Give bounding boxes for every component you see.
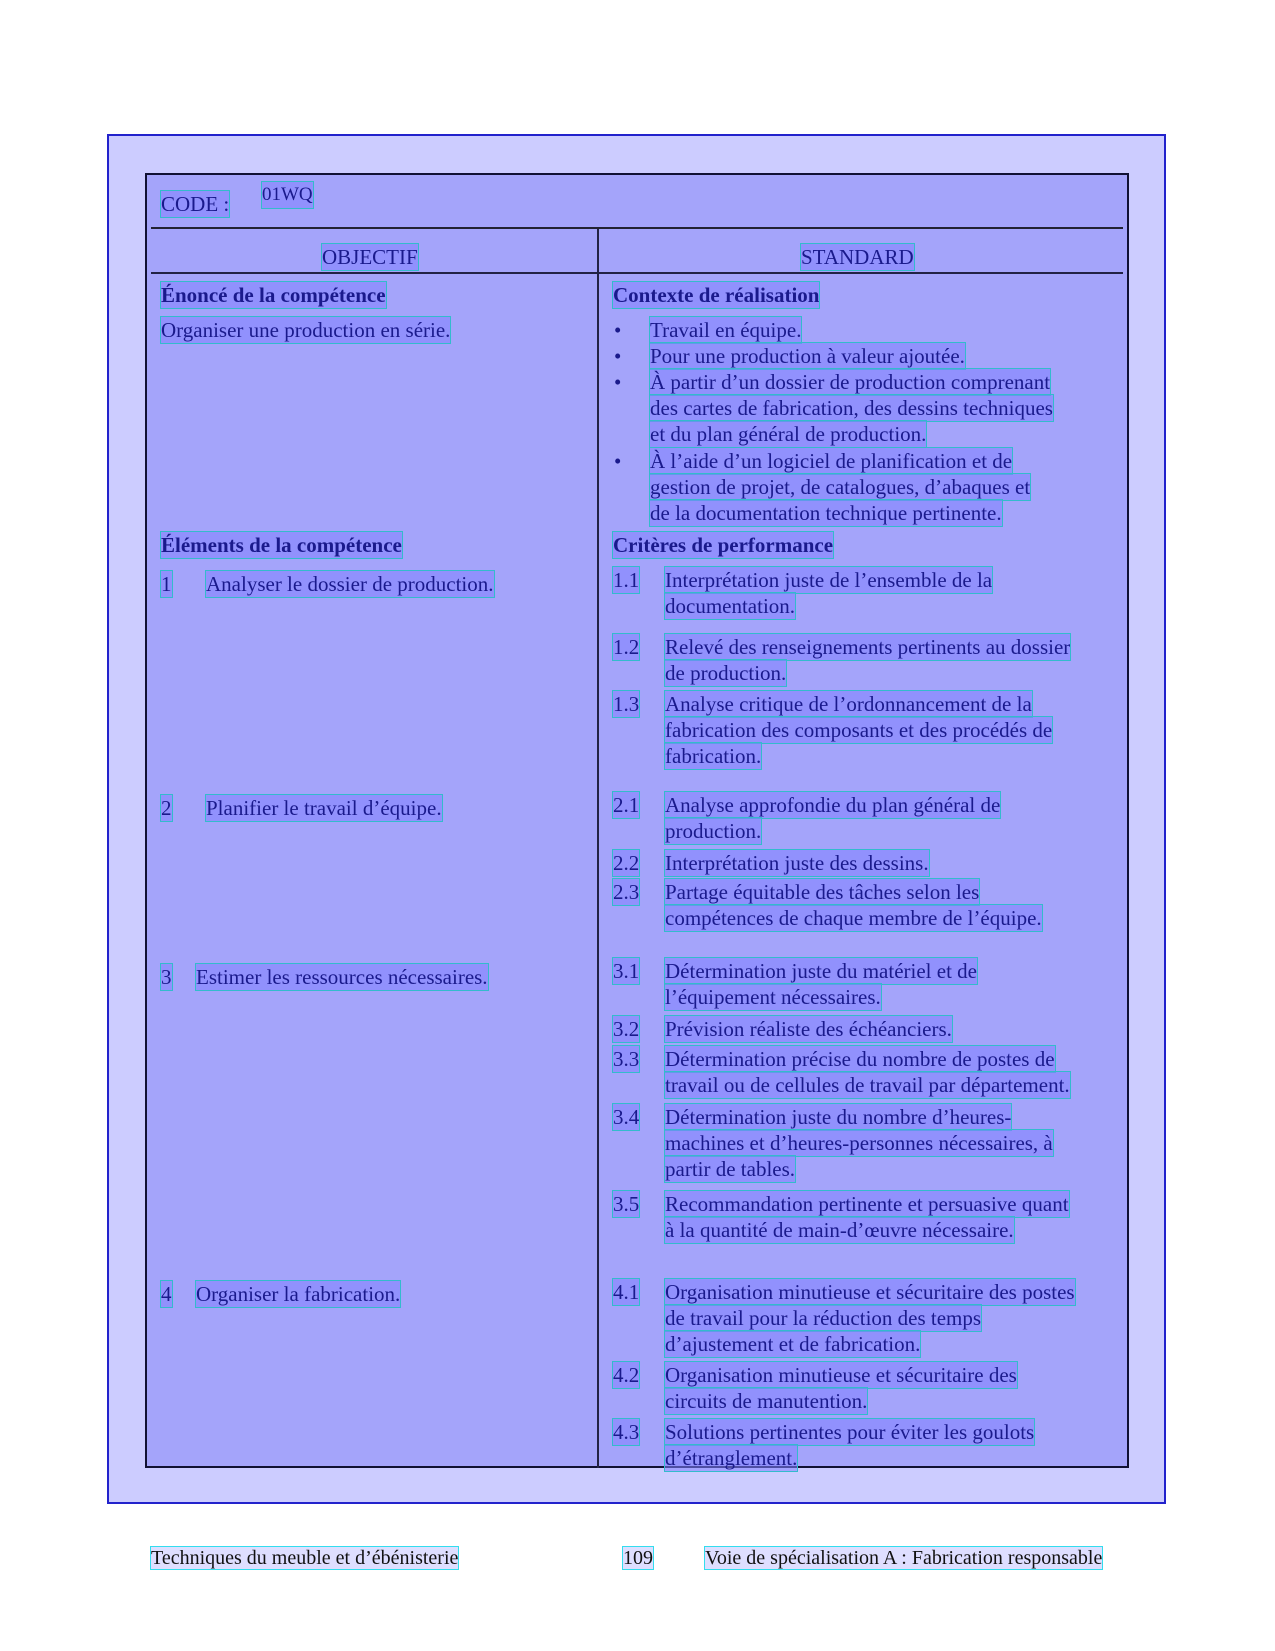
footer-right: Voie de spécialisation A : Fabrication responsable bbox=[705, 1547, 1103, 1569]
element-text: Planifier le travail d’équipe. bbox=[206, 796, 442, 820]
critere-line: Analyse approfondie du plan général de bbox=[665, 793, 1001, 817]
critere-line: partir de tables. bbox=[665, 1157, 796, 1181]
bullet-icon: • bbox=[614, 318, 622, 342]
footer-page-number: 109 bbox=[623, 1547, 653, 1569]
critere-number: 3.3 bbox=[613, 1047, 640, 1071]
critere-number: 3.4 bbox=[613, 1105, 640, 1129]
bullet-icon: • bbox=[614, 449, 622, 473]
header-standard: STANDARD bbox=[801, 245, 914, 269]
bullet-icon: • bbox=[614, 344, 622, 368]
critere-number: 4.1 bbox=[613, 1280, 640, 1304]
critere-line: Partage équitable des tâches selon les bbox=[665, 880, 980, 904]
critere-line: Interprétation juste de l’ensemble de la bbox=[665, 568, 993, 592]
critere-line: fabrication des composants et des procédés de bbox=[665, 718, 1053, 742]
contexte-item-line: À l’aide d’un logiciel de planification et de bbox=[650, 449, 1013, 473]
critere-number: 4.2 bbox=[613, 1363, 640, 1387]
contexte-title: Contexte de réalisation bbox=[613, 283, 820, 307]
critere-line: Détermination juste du matériel et de bbox=[665, 959, 977, 983]
enonce-title: Énoncé de la compétence bbox=[161, 283, 386, 307]
contexte-item-line: Travail en équipe. bbox=[650, 318, 802, 342]
element-text: Organiser la fabrication. bbox=[196, 1282, 401, 1306]
header-divider bbox=[151, 272, 1123, 274]
critere-line: de production. bbox=[665, 661, 787, 685]
critere-line: Prévision réaliste des échéanciers. bbox=[665, 1017, 952, 1041]
code-label: CODE : bbox=[161, 192, 230, 216]
criteres-title: Critères de performance bbox=[613, 533, 834, 557]
contexte-item-line: Pour une production à valeur ajoutée. bbox=[650, 344, 965, 368]
critere-number: 1.2 bbox=[613, 635, 640, 659]
critere-number: 2.2 bbox=[613, 851, 640, 875]
element-number: 3 bbox=[161, 965, 172, 989]
critere-line: travail ou de cellules de travail par département. bbox=[665, 1073, 1070, 1097]
bullet-icon: • bbox=[614, 370, 622, 394]
footer-left: Techniques du meuble et d’ébénisterie bbox=[151, 1547, 459, 1569]
element-number: 4 bbox=[161, 1282, 172, 1306]
contexte-item-line: et du plan général de production. bbox=[650, 422, 927, 446]
critere-line: Relevé des renseignements pertinents au dossier bbox=[665, 635, 1071, 659]
element-text: Estimer les ressources nécessaires. bbox=[196, 965, 488, 989]
enonce-text: Organiser une production en série. bbox=[161, 318, 451, 342]
critere-line: production. bbox=[665, 819, 762, 843]
critere-line: Solutions pertinentes pour éviter les goulots bbox=[665, 1420, 1035, 1444]
critere-number: 2.1 bbox=[613, 793, 640, 817]
elements-title: Éléments de la compétence bbox=[161, 533, 402, 557]
critere-line: compétences de chaque membre de l’équipe. bbox=[665, 906, 1042, 930]
critere-line: circuits de manutention. bbox=[665, 1389, 868, 1413]
critere-line: Détermination précise du nombre de postes de bbox=[665, 1047, 1055, 1071]
critere-number: 1.3 bbox=[613, 692, 640, 716]
critere-number: 3.1 bbox=[613, 959, 640, 983]
contexte-item-line: gestion de projet, de catalogues, d’abaques et bbox=[650, 475, 1031, 499]
critere-line: documentation. bbox=[665, 594, 796, 618]
critere-line: Organisation minutieuse et sécuritaire des postes bbox=[665, 1280, 1075, 1304]
element-number: 1 bbox=[161, 572, 172, 596]
critere-line: fabrication. bbox=[665, 744, 762, 768]
critere-number: 3.2 bbox=[613, 1017, 640, 1041]
critere-line: Détermination juste du nombre d’heures- bbox=[665, 1105, 1012, 1129]
critere-line: à la quantité de main-d’œuvre nécessaire. bbox=[665, 1218, 1014, 1242]
critere-line: Interprétation juste des dessins. bbox=[665, 851, 929, 875]
contexte-item-line: À partir d’un dossier de production comprenant bbox=[650, 370, 1051, 394]
code-value: 01WQ bbox=[262, 182, 313, 208]
critere-line: Organisation minutieuse et sécuritaire des bbox=[665, 1363, 1017, 1387]
contexte-item-line: des cartes de fabrication, des dessins techniques bbox=[650, 396, 1053, 420]
element-number: 2 bbox=[161, 796, 172, 820]
critere-number: 2.3 bbox=[613, 880, 640, 904]
critere-line: d’ajustement et de fabrication. bbox=[665, 1332, 921, 1356]
element-text: Analyser le dossier de production. bbox=[206, 572, 494, 596]
header-objectif: OBJECTIF bbox=[322, 245, 418, 269]
critere-line: d’étranglement. bbox=[665, 1446, 798, 1470]
critere-number: 3.5 bbox=[613, 1192, 640, 1216]
critere-line: l’équipement nécessaires. bbox=[665, 985, 881, 1009]
critere-number: 1.1 bbox=[613, 568, 640, 592]
critere-line: Recommandation pertinente et persuasive quant bbox=[665, 1192, 1069, 1216]
contexte-item-line: de la documentation technique pertinente. bbox=[650, 501, 1002, 525]
column-divider bbox=[597, 229, 599, 1468]
critere-line: machines et d’heures-personnes nécessaires, à bbox=[665, 1131, 1053, 1155]
critere-line: de travail pour la réduction des temps bbox=[665, 1306, 982, 1330]
critere-number: 4.3 bbox=[613, 1420, 640, 1444]
critere-line: Analyse critique de l’ordonnancement de la bbox=[665, 692, 1032, 716]
